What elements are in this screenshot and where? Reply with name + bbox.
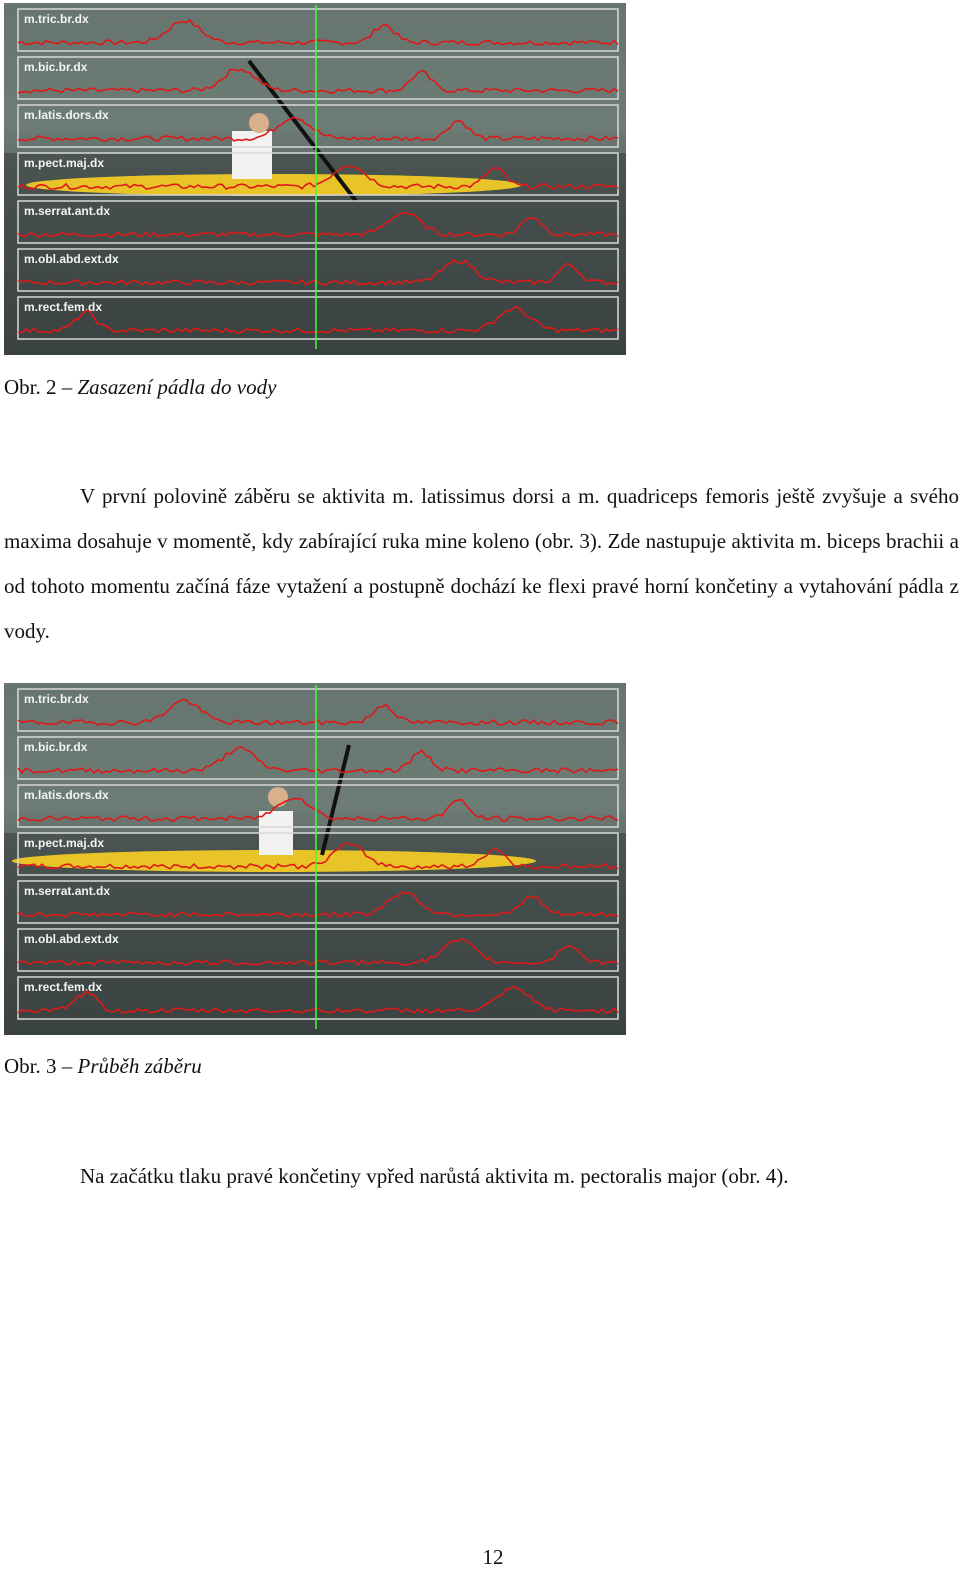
caption-prefix: Obr. 2 – bbox=[4, 375, 78, 399]
muscle-label: m.obl.abd.ext.dx bbox=[24, 932, 119, 946]
muscle-label: m.pect.maj.dx bbox=[24, 156, 105, 170]
muscle-label: m.bic.br.dx bbox=[24, 60, 88, 74]
figure-2-image bbox=[4, 3, 626, 355]
muscle-label: m.bic.br.dx bbox=[24, 740, 88, 754]
muscle-label: m.rect.fem.dx bbox=[24, 980, 103, 994]
body-paragraph-2: Na začátku tlaku pravé končetiny vpřed narůstá aktivita m. pectoralis major (obr. 4). bbox=[80, 1164, 789, 1188]
figure-2-caption bbox=[4, 374, 276, 400]
muscle-label: m.serrat.ant.dx bbox=[24, 884, 111, 898]
muscle-label: m.pect.maj.dx bbox=[24, 836, 105, 850]
muscle-label: m.rect.fem.dx bbox=[24, 300, 103, 314]
emg-overlay bbox=[4, 683, 626, 1035]
emg-overlay bbox=[4, 3, 626, 355]
muscle-label: m.tric.br.dx bbox=[24, 692, 89, 706]
body-paragraph-1: V první polovině záběru se aktivita m. latissimus dorsi a m. quadriceps femoris ještě zvyšuje a svého maxima dosahuje v momentě, kdy zabírající ruka mine koleno (obr. 3). Zde nastupuje aktivita m. biceps brachii a od tohoto momentu začíná fáze vytažení a postupně dochází ke flexi pravé horní končetiny a vytahování pádla z vody. bbox=[4, 484, 959, 643]
muscle-label: m.latis.dors.dx bbox=[24, 108, 109, 122]
caption-prefix: Obr. 3 – bbox=[4, 1054, 78, 1078]
muscle-label: m.serrat.ant.dx bbox=[24, 204, 111, 218]
muscle-label: m.obl.abd.ext.dx bbox=[24, 252, 119, 266]
muscle-label: m.latis.dors.dx bbox=[24, 788, 109, 802]
figure-3-image bbox=[4, 683, 626, 1035]
figure-3-caption bbox=[4, 1053, 202, 1079]
caption-title: Zasazení pádla do vody bbox=[77, 375, 277, 399]
muscle-label: m.tric.br.dx bbox=[24, 12, 89, 26]
caption-title: Průběh záběru bbox=[77, 1054, 202, 1078]
page-number: 12 bbox=[482, 1545, 504, 1569]
